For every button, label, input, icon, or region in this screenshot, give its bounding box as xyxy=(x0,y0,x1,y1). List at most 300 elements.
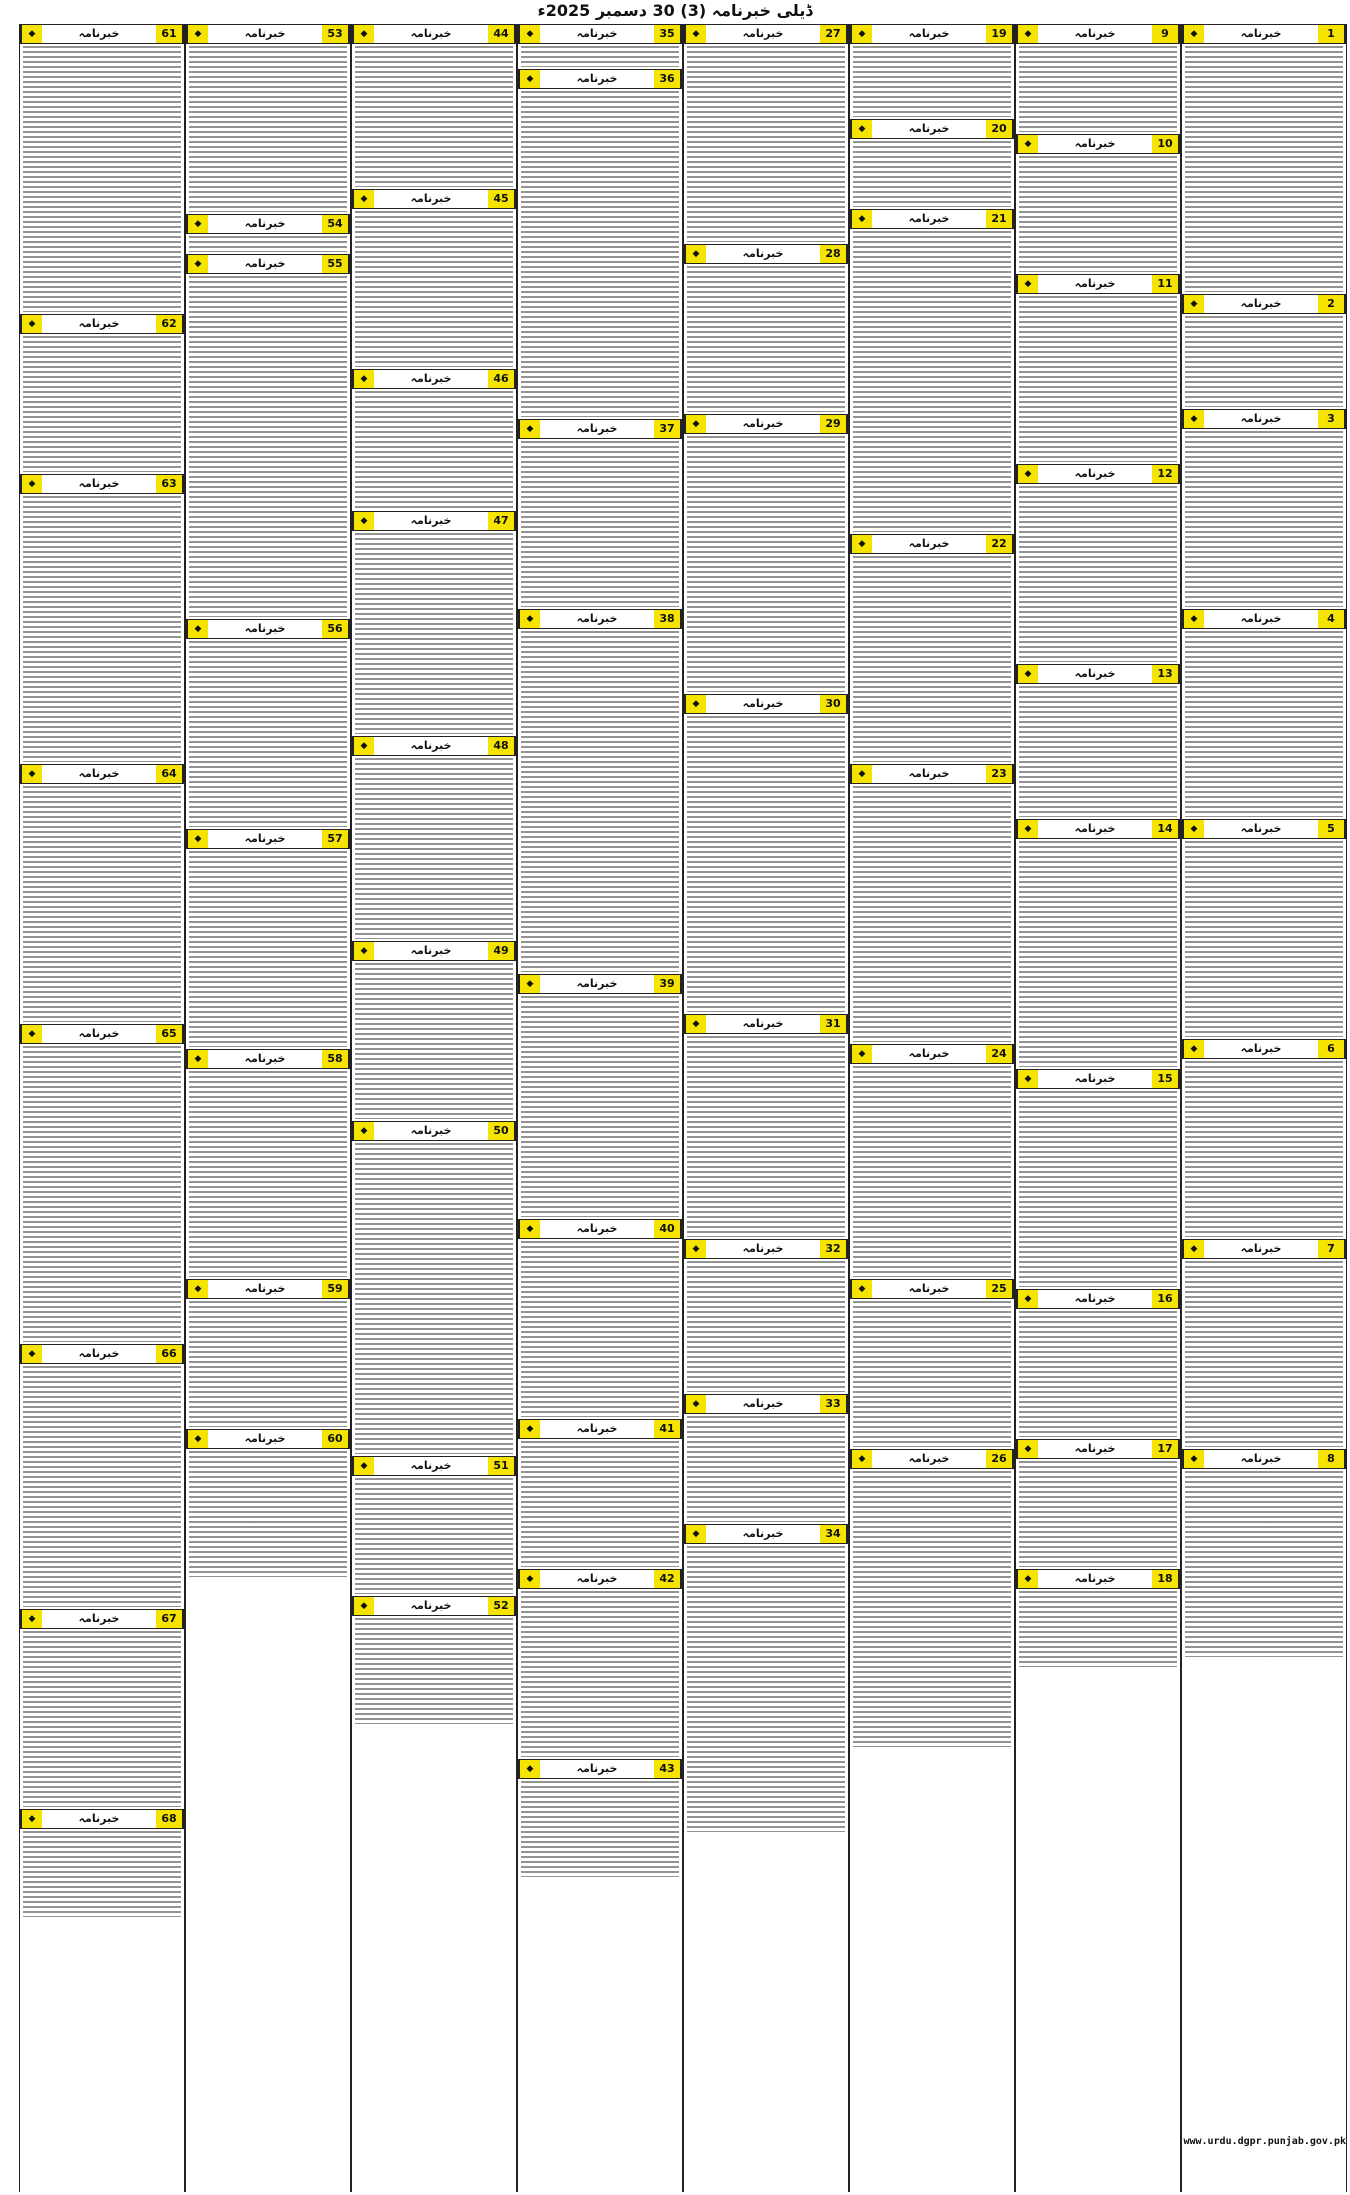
news-item-title: خبرنامہ xyxy=(576,27,618,40)
news-item-title: خبرنامہ xyxy=(410,192,452,205)
news-item-body xyxy=(853,46,1011,117)
news-column xyxy=(351,24,517,2192)
news-item-header xyxy=(684,24,848,44)
news-item-title: خبرنامہ xyxy=(576,1762,618,1775)
news-item-title: خبرنامہ xyxy=(1240,1242,1282,1255)
news-item-header xyxy=(1016,664,1180,684)
news-item-number: 46 xyxy=(488,370,515,388)
news-item-number: 20 xyxy=(986,120,1013,138)
punjab-logo-icon: ◆ xyxy=(353,1457,374,1475)
news-item-number: 9 xyxy=(1152,25,1179,43)
news-item-header xyxy=(20,474,184,494)
news-item-number: 41 xyxy=(654,1420,681,1438)
news-item-title: خبرنامہ xyxy=(1240,27,1282,40)
news-item-header xyxy=(850,1449,1014,1469)
news-item-title: خبرنامہ xyxy=(1074,277,1116,290)
news-item xyxy=(20,1609,184,1807)
punjab-logo-icon: ◆ xyxy=(21,765,42,783)
news-item-title: خبرنامہ xyxy=(576,612,618,625)
news-item xyxy=(1016,819,1180,1067)
news-item-body xyxy=(687,46,845,242)
news-item-number: 2 xyxy=(1318,295,1345,313)
news-item-title: خبرنامہ xyxy=(1074,1292,1116,1305)
punjab-logo-icon: ◆ xyxy=(21,475,42,493)
punjab-logo-icon: ◆ xyxy=(851,1450,872,1468)
news-item-title: خبرنامہ xyxy=(410,739,452,752)
news-item-header xyxy=(20,1344,184,1364)
news-item-header xyxy=(352,511,516,531)
news-item-header xyxy=(850,1044,1014,1064)
punjab-logo-icon: ◆ xyxy=(187,1050,208,1068)
news-item-body xyxy=(189,1071,347,1277)
news-item-header xyxy=(20,764,184,784)
punjab-logo-icon: ◆ xyxy=(519,975,540,993)
news-item-title: خبرنامہ xyxy=(576,977,618,990)
news-item-header xyxy=(684,414,848,434)
news-item-body xyxy=(687,1036,845,1237)
news-item-body xyxy=(1185,1061,1343,1237)
news-item-title: خبرنامہ xyxy=(78,1027,120,1040)
news-item-body xyxy=(521,1441,679,1567)
news-item xyxy=(850,534,1014,762)
news-item-body xyxy=(1019,296,1177,462)
punjab-logo-icon: ◆ xyxy=(353,512,374,530)
news-item-number: 58 xyxy=(322,1050,349,1068)
news-item xyxy=(518,419,682,607)
news-item xyxy=(684,1394,848,1522)
punjab-logo-icon: ◆ xyxy=(1017,1440,1038,1458)
news-item-header xyxy=(518,1569,682,1589)
news-item-header xyxy=(1182,1039,1346,1059)
news-item xyxy=(518,1569,682,1757)
news-item-body xyxy=(1019,486,1177,662)
news-item-number: 7 xyxy=(1318,1240,1345,1258)
news-item-number: 15 xyxy=(1152,1070,1179,1088)
punjab-logo-icon: ◆ xyxy=(685,415,706,433)
news-item-body xyxy=(23,786,181,1022)
news-item xyxy=(850,209,1014,532)
punjab-logo-icon: ◆ xyxy=(1017,465,1038,483)
news-item xyxy=(186,1279,350,1427)
news-item-body xyxy=(521,996,679,1217)
news-item-header xyxy=(1182,409,1346,429)
news-item-number: 45 xyxy=(488,190,515,208)
punjab-logo-icon: ◆ xyxy=(851,1045,872,1063)
news-item-title: خبرنامہ xyxy=(410,514,452,527)
news-item-number: 67 xyxy=(156,1610,183,1628)
news-item xyxy=(186,1049,350,1277)
punjab-logo-icon: ◆ xyxy=(519,1420,540,1438)
news-item-header xyxy=(1182,1449,1346,1469)
news-item-header xyxy=(186,829,350,849)
news-item-body xyxy=(355,963,513,1119)
news-item xyxy=(186,829,350,1047)
news-item-header xyxy=(684,244,848,264)
news-item-title: خبرنامہ xyxy=(908,1452,950,1465)
news-item-number: 61 xyxy=(156,25,183,43)
punjab-logo-icon: ◆ xyxy=(1017,275,1038,293)
news-item-header xyxy=(684,694,848,714)
news-item xyxy=(1182,409,1346,607)
news-item-body xyxy=(521,1781,679,1877)
news-item-header xyxy=(1182,1239,1346,1259)
news-item-title: خبرنامہ xyxy=(576,422,618,435)
news-item-title: خبرنامہ xyxy=(410,1124,452,1137)
news-item xyxy=(1182,1449,1346,1657)
news-item-header xyxy=(20,24,184,44)
news-item-number: 6 xyxy=(1318,1040,1345,1058)
news-item-body xyxy=(23,1046,181,1342)
news-item-body xyxy=(1185,316,1343,407)
news-item-number: 5 xyxy=(1318,820,1345,838)
punjab-logo-icon: ◆ xyxy=(187,255,208,273)
news-item-body xyxy=(355,46,513,187)
news-item xyxy=(518,1219,682,1417)
news-item-body xyxy=(189,851,347,1047)
punjab-logo-icon: ◆ xyxy=(353,1122,374,1140)
news-item-title: خبرنامہ xyxy=(1074,27,1116,40)
punjab-logo-icon: ◆ xyxy=(851,765,872,783)
news-item-body xyxy=(355,1618,513,1724)
news-item-header xyxy=(684,1394,848,1414)
news-item xyxy=(352,24,516,187)
news-item-title: خبرنامہ xyxy=(742,417,784,430)
punjab-logo-icon: ◆ xyxy=(851,535,872,553)
news-item-body xyxy=(1019,156,1177,272)
news-item xyxy=(20,764,184,1022)
punjab-logo-icon: ◆ xyxy=(685,245,706,263)
news-item-number: 16 xyxy=(1152,1290,1179,1308)
news-item-header xyxy=(1016,819,1180,839)
news-item-title: خبرنامہ xyxy=(244,622,286,635)
punjab-logo-icon: ◆ xyxy=(685,25,706,43)
news-item-title: خبرنامہ xyxy=(410,1459,452,1472)
news-item-body xyxy=(687,1546,845,1832)
news-item-body xyxy=(1019,1311,1177,1437)
news-item xyxy=(186,254,350,617)
news-item-body xyxy=(687,1261,845,1392)
news-item-title: خبرنامہ xyxy=(742,1397,784,1410)
news-item-number: 40 xyxy=(654,1220,681,1238)
news-item-number: 60 xyxy=(322,1430,349,1448)
news-item xyxy=(684,244,848,412)
news-item-body xyxy=(23,496,181,762)
news-item-body xyxy=(521,631,679,972)
news-item-number: 36 xyxy=(654,70,681,88)
news-item xyxy=(518,24,682,67)
news-item-title: خبرنامہ xyxy=(78,767,120,780)
news-item xyxy=(850,119,1014,207)
news-item-body xyxy=(1185,431,1343,607)
punjab-logo-icon: ◆ xyxy=(21,1610,42,1628)
news-item-title: خبرنامہ xyxy=(410,372,452,385)
news-columns xyxy=(3,24,1347,2192)
news-item-number: 26 xyxy=(986,1450,1013,1468)
news-item-title: خبرنامہ xyxy=(1074,1442,1116,1455)
news-item-title: خبرنامہ xyxy=(1074,137,1116,150)
punjab-logo-icon: ◆ xyxy=(1017,1570,1038,1588)
news-item-header xyxy=(352,24,516,44)
news-item-body xyxy=(189,1301,347,1427)
news-item xyxy=(352,369,516,509)
news-item-number: 59 xyxy=(322,1280,349,1298)
news-item xyxy=(684,1524,848,1832)
news-item-title: خبرنامہ xyxy=(908,122,950,135)
news-item-header xyxy=(850,209,1014,229)
news-column xyxy=(19,24,185,2192)
news-item-header xyxy=(1016,134,1180,154)
news-item xyxy=(1016,664,1180,817)
news-item-body xyxy=(23,1631,181,1807)
news-item xyxy=(352,189,516,367)
news-item-header xyxy=(1016,1069,1180,1089)
news-item-title: خبرنامہ xyxy=(576,1572,618,1585)
punjab-logo-icon: ◆ xyxy=(353,25,374,43)
news-item-title: خبرنامہ xyxy=(78,477,120,490)
news-item-body xyxy=(687,266,845,412)
news-item-body xyxy=(687,436,845,692)
punjab-logo-icon: ◆ xyxy=(187,25,208,43)
punjab-logo-icon: ◆ xyxy=(1183,295,1204,313)
news-item-number: 11 xyxy=(1152,275,1179,293)
footer-url[interactable]: www.urdu.dgpr.punjab.gov.pk xyxy=(1183,2136,1346,2147)
news-item-header xyxy=(20,314,184,334)
punjab-logo-icon: ◆ xyxy=(353,190,374,208)
news-item-body xyxy=(687,716,845,1012)
news-item-number: 13 xyxy=(1152,665,1179,683)
news-item-header xyxy=(1182,609,1346,629)
news-item-number: 18 xyxy=(1152,1570,1179,1588)
news-item-title: خبرنامہ xyxy=(742,1242,784,1255)
punjab-logo-icon: ◆ xyxy=(353,370,374,388)
news-item-number: 31 xyxy=(820,1015,847,1033)
news-item-title: خبرنامہ xyxy=(78,1347,120,1360)
news-item-header xyxy=(186,619,350,639)
news-item-header xyxy=(518,609,682,629)
news-item-number: 12 xyxy=(1152,465,1179,483)
news-item-header xyxy=(186,214,350,234)
news-item-title: خبرنامہ xyxy=(742,697,784,710)
news-item-number: 4 xyxy=(1318,610,1345,628)
news-item xyxy=(850,1279,1014,1447)
news-item-number: 49 xyxy=(488,942,515,960)
news-item-number: 29 xyxy=(820,415,847,433)
punjab-logo-icon: ◆ xyxy=(187,1430,208,1448)
news-item-header xyxy=(352,1596,516,1616)
news-item-number: 30 xyxy=(820,695,847,713)
news-item-body xyxy=(189,641,347,827)
news-item xyxy=(352,511,516,734)
news-item-number: 21 xyxy=(986,210,1013,228)
news-column xyxy=(1181,24,1347,2192)
news-item-number: 55 xyxy=(322,255,349,273)
news-item-body xyxy=(1185,1471,1343,1657)
punjab-logo-icon: ◆ xyxy=(21,25,42,43)
news-item-number: 47 xyxy=(488,512,515,530)
news-item-body xyxy=(189,276,347,617)
news-item-header xyxy=(1016,274,1180,294)
news-item-number: 57 xyxy=(322,830,349,848)
news-item xyxy=(1182,1039,1346,1237)
masthead-title: ڈیلی خبرنامہ (3) 30 دسمبر 2025ء xyxy=(537,1,813,20)
news-item-header xyxy=(352,189,516,209)
news-item xyxy=(1016,24,1180,132)
news-item-title: خبرنامہ xyxy=(908,1282,950,1295)
news-item-header xyxy=(518,1759,682,1779)
news-item-body xyxy=(189,46,347,212)
news-item-header xyxy=(850,534,1014,554)
news-item-number: 51 xyxy=(488,1457,515,1475)
news-item-body xyxy=(23,46,181,312)
news-item xyxy=(684,24,848,242)
news-item-body xyxy=(355,758,513,939)
news-item-header xyxy=(518,974,682,994)
punjab-logo-icon: ◆ xyxy=(519,1760,540,1778)
punjab-logo-icon: ◆ xyxy=(353,942,374,960)
news-item-title: خبرنامہ xyxy=(1074,467,1116,480)
news-item-header xyxy=(186,254,350,274)
news-item-title: خبرنامہ xyxy=(244,1282,286,1295)
news-item-header xyxy=(1016,24,1180,44)
news-item-body xyxy=(1185,631,1343,817)
punjab-logo-icon: ◆ xyxy=(1183,25,1204,43)
news-item xyxy=(186,24,350,212)
news-item-body xyxy=(1019,841,1177,1067)
news-item-title: خبرنامہ xyxy=(1240,1042,1282,1055)
news-item xyxy=(850,764,1014,1042)
news-item-body xyxy=(853,1471,1011,1747)
punjab-logo-icon: ◆ xyxy=(519,610,540,628)
news-item-body xyxy=(521,91,679,417)
news-item-body xyxy=(853,1066,1011,1277)
news-item-title: خبرنامہ xyxy=(908,537,950,550)
news-item-header xyxy=(352,736,516,756)
news-item-header xyxy=(20,1609,184,1629)
news-item xyxy=(1182,24,1346,292)
news-item xyxy=(1182,609,1346,817)
punjab-logo-icon: ◆ xyxy=(851,210,872,228)
punjab-logo-icon: ◆ xyxy=(1183,1240,1204,1258)
news-item xyxy=(518,974,682,1217)
news-item-header xyxy=(352,941,516,961)
news-item-header xyxy=(352,1456,516,1476)
news-item xyxy=(1016,1289,1180,1437)
news-item-title: خبرنامہ xyxy=(576,1222,618,1235)
news-item-body xyxy=(853,556,1011,762)
news-item-number: 28 xyxy=(820,245,847,263)
news-item-number: 56 xyxy=(322,620,349,638)
punjab-logo-icon: ◆ xyxy=(21,1025,42,1043)
news-item-header xyxy=(1016,1439,1180,1459)
punjab-logo-icon: ◆ xyxy=(685,1240,706,1258)
punjab-logo-icon: ◆ xyxy=(1183,1450,1204,1468)
news-item-title: خبرنامہ xyxy=(742,27,784,40)
news-item-title: خبرنامہ xyxy=(244,27,286,40)
news-item-header xyxy=(850,119,1014,139)
news-item xyxy=(1016,1569,1180,1667)
news-item-header xyxy=(1016,1569,1180,1589)
news-item-body xyxy=(23,1366,181,1607)
news-item-body xyxy=(1185,46,1343,292)
punjab-logo-icon: ◆ xyxy=(1183,820,1204,838)
news-item-number: 33 xyxy=(820,1395,847,1413)
news-item-title: خبرنامہ xyxy=(1074,1072,1116,1085)
punjab-logo-icon: ◆ xyxy=(187,620,208,638)
punjab-logo-icon: ◆ xyxy=(851,1280,872,1298)
punjab-logo-icon: ◆ xyxy=(851,120,872,138)
news-item-number: 65 xyxy=(156,1025,183,1043)
punjab-logo-icon: ◆ xyxy=(21,1345,42,1363)
punjab-logo-icon: ◆ xyxy=(1017,135,1038,153)
news-item-header xyxy=(352,369,516,389)
news-item-header xyxy=(518,1219,682,1239)
news-item xyxy=(352,1456,516,1594)
punjab-logo-icon: ◆ xyxy=(519,1570,540,1588)
news-item-body xyxy=(521,1591,679,1757)
punjab-logo-icon: ◆ xyxy=(685,695,706,713)
news-item-title: خبرنامہ xyxy=(410,944,452,957)
news-item-title: خبرنامہ xyxy=(1240,412,1282,425)
news-item-header xyxy=(186,1429,350,1449)
news-item-header xyxy=(684,1524,848,1544)
news-item-title: خبرنامہ xyxy=(908,1047,950,1060)
news-item-number: 38 xyxy=(654,610,681,628)
news-item-header xyxy=(20,1809,184,1829)
news-item xyxy=(1016,1069,1180,1287)
news-item-body xyxy=(355,1143,513,1454)
news-item-body xyxy=(189,236,347,252)
news-item xyxy=(684,1239,848,1392)
news-item-number: 39 xyxy=(654,975,681,993)
punjab-logo-icon: ◆ xyxy=(353,1597,374,1615)
news-item-body xyxy=(853,141,1011,207)
news-item-title: خبرنامہ xyxy=(742,1017,784,1030)
news-item-header xyxy=(186,1279,350,1299)
news-item-number: 50 xyxy=(488,1122,515,1140)
news-item xyxy=(20,474,184,762)
news-item xyxy=(20,314,184,472)
news-item-title: خبرنامہ xyxy=(742,1527,784,1540)
news-item-title: خبرنامہ xyxy=(1240,612,1282,625)
news-item-number: 8 xyxy=(1318,1450,1345,1468)
news-item-header xyxy=(352,1121,516,1141)
news-item-body xyxy=(23,336,181,472)
news-item-title: خبرنامہ xyxy=(576,1422,618,1435)
news-item-title: خبرنامہ xyxy=(244,257,286,270)
news-item-title: خبرنامہ xyxy=(244,1052,286,1065)
news-item-title: خبرنامہ xyxy=(78,317,120,330)
news-item-header xyxy=(1016,464,1180,484)
punjab-logo-icon: ◆ xyxy=(21,315,42,333)
news-item-title: خبرنامہ xyxy=(78,1612,120,1625)
news-column xyxy=(185,24,351,2192)
news-item-number: 52 xyxy=(488,1597,515,1615)
news-item-body xyxy=(1185,841,1343,1037)
news-item-number: 48 xyxy=(488,737,515,755)
news-item-number: 64 xyxy=(156,765,183,783)
news-item xyxy=(1016,464,1180,662)
news-item-header xyxy=(684,1014,848,1034)
news-item-header xyxy=(20,1024,184,1044)
news-item-number: 14 xyxy=(1152,820,1179,838)
news-item-title: خبرنامہ xyxy=(244,217,286,230)
news-item xyxy=(20,24,184,312)
news-item-title: خبرنامہ xyxy=(244,832,286,845)
news-item-header xyxy=(186,1049,350,1069)
punjab-logo-icon: ◆ xyxy=(685,1015,706,1033)
news-item-title: خبرنامہ xyxy=(908,767,950,780)
news-item-number: 54 xyxy=(322,215,349,233)
